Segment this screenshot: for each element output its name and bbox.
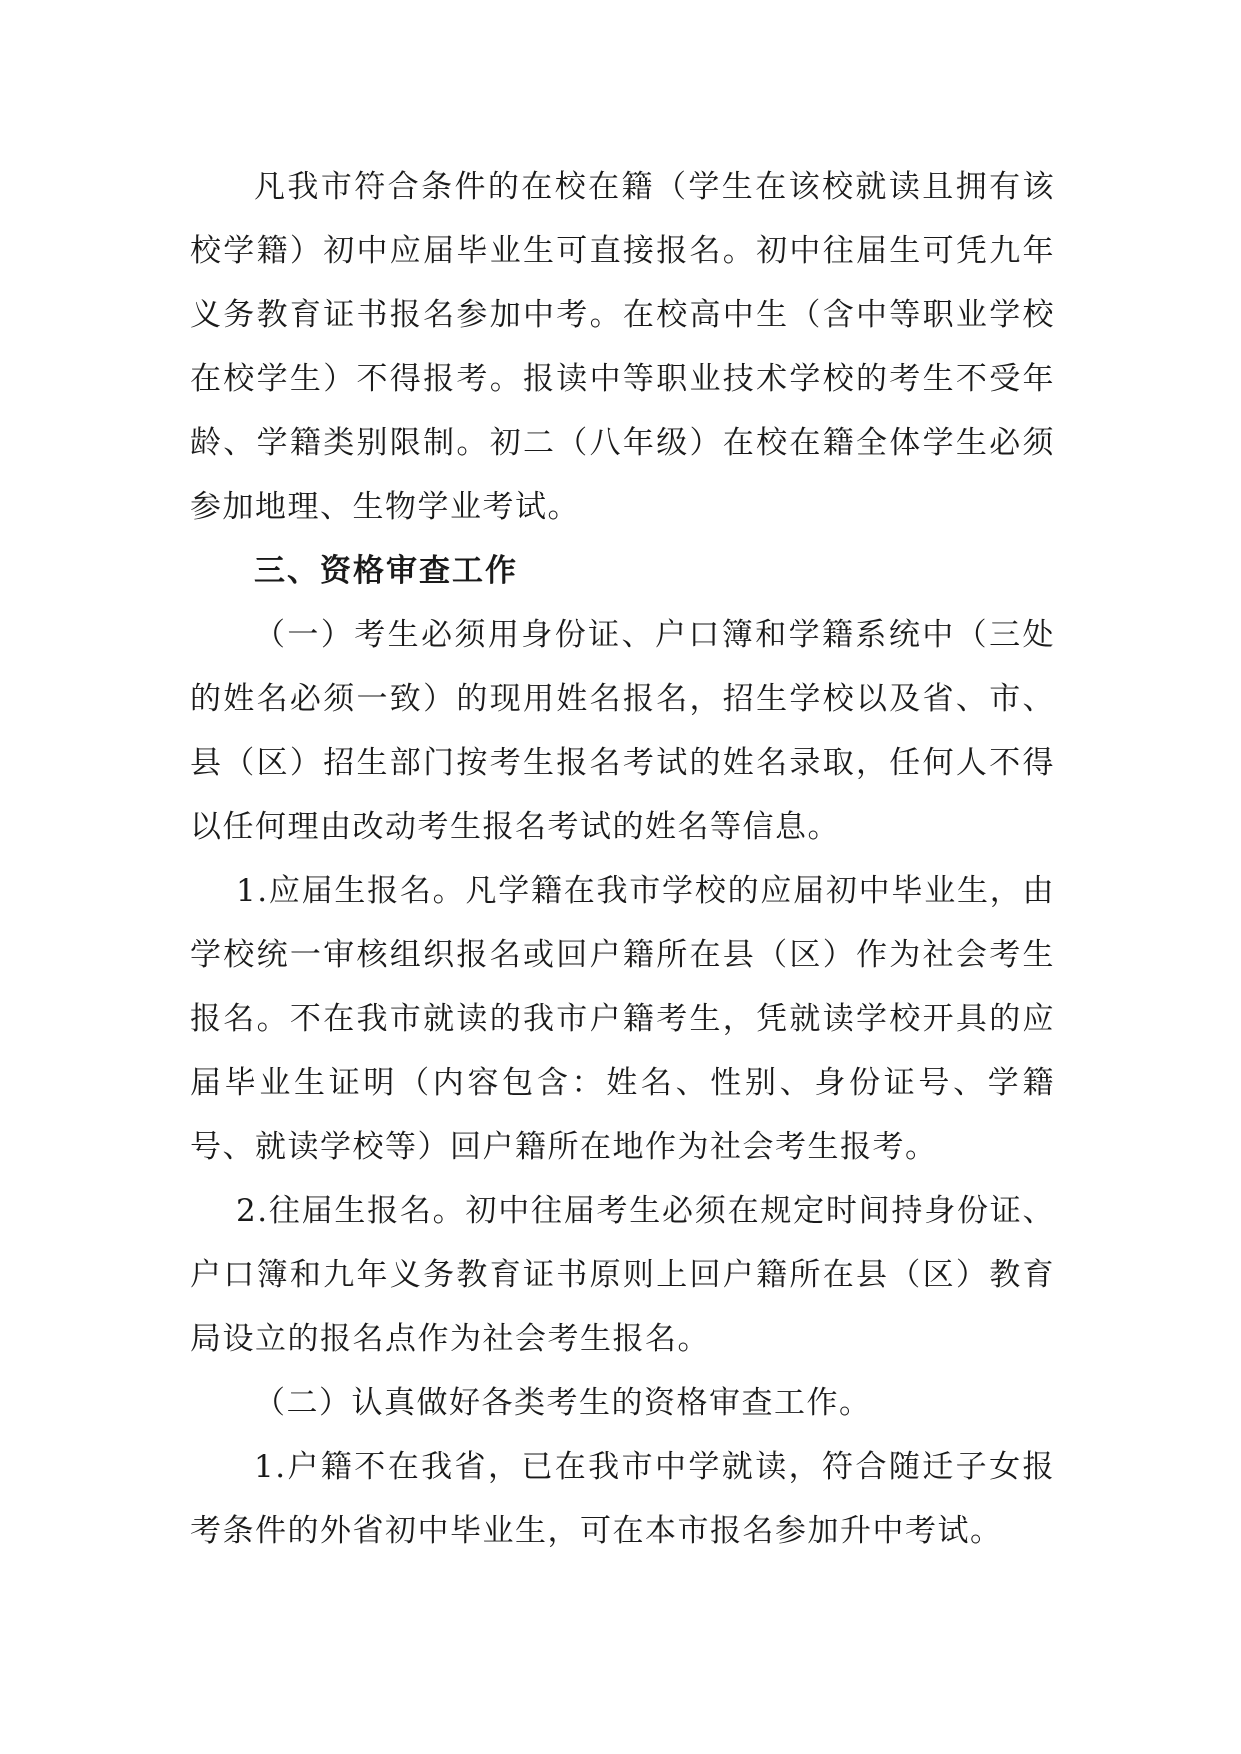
document-body bbox=[190, 155, 1055, 1563]
section-heading-qualification-review: 三、资格审查工作 bbox=[254, 553, 518, 589]
paragraph-previous-graduates: 2.往届生报名。初中往届考生必须在规定时间持身份证、户口簿和九年义务教育证书原则上回户籍所在县（区）教育局设立的报名点作为社会考生报名。 bbox=[190, 1193, 1055, 1357]
paragraph-out-of-province: 1.户籍不在我省，已在我市中学就读，符合随迁子女报考条件的外省初中毕业生，可在本市报名参加升中考试。 bbox=[190, 1449, 1055, 1549]
paragraph-eligibility: 凡我市符合条件的在校在籍（学生在该校就读且拥有该校学籍）初中应届毕业生可直接报名。初中往届生可凭九年义务教育证书报名参加中考。在校高中生（含中等职业学校在校学生）不得报考。报读中等职业技术学校的考生不受年龄、学籍类别限制。初二（八年级）在校在籍全体学生必须参加地理、生物学业考试。 bbox=[190, 169, 1055, 525]
paragraph-name-consistency: （一）考生必须用身份证、户口簿和学籍系统中（三处的姓名必须一致）的现用姓名报名，招生学校以及省、市、县（区）招生部门按考生报名考试的姓名录取，任何人不得以任何理由改动考生报名考试的姓名等信息。 bbox=[190, 617, 1055, 845]
paragraph-current-graduates: 1.应届生报名。凡学籍在我市学校的应届初中毕业生，由学校统一审核组织报名或回户籍所在县（区）作为社会考生报名。不在我市就读的我市户籍考生，凭就读学校开具的应届毕业生证明（内容包含：姓名、性别、身份证号、学籍号、就读学校等）回户籍所在地作为社会考生报考。 bbox=[190, 873, 1055, 1165]
paragraph-review-work: （二）认真做好各类考生的资格审查工作。 bbox=[254, 1385, 872, 1421]
